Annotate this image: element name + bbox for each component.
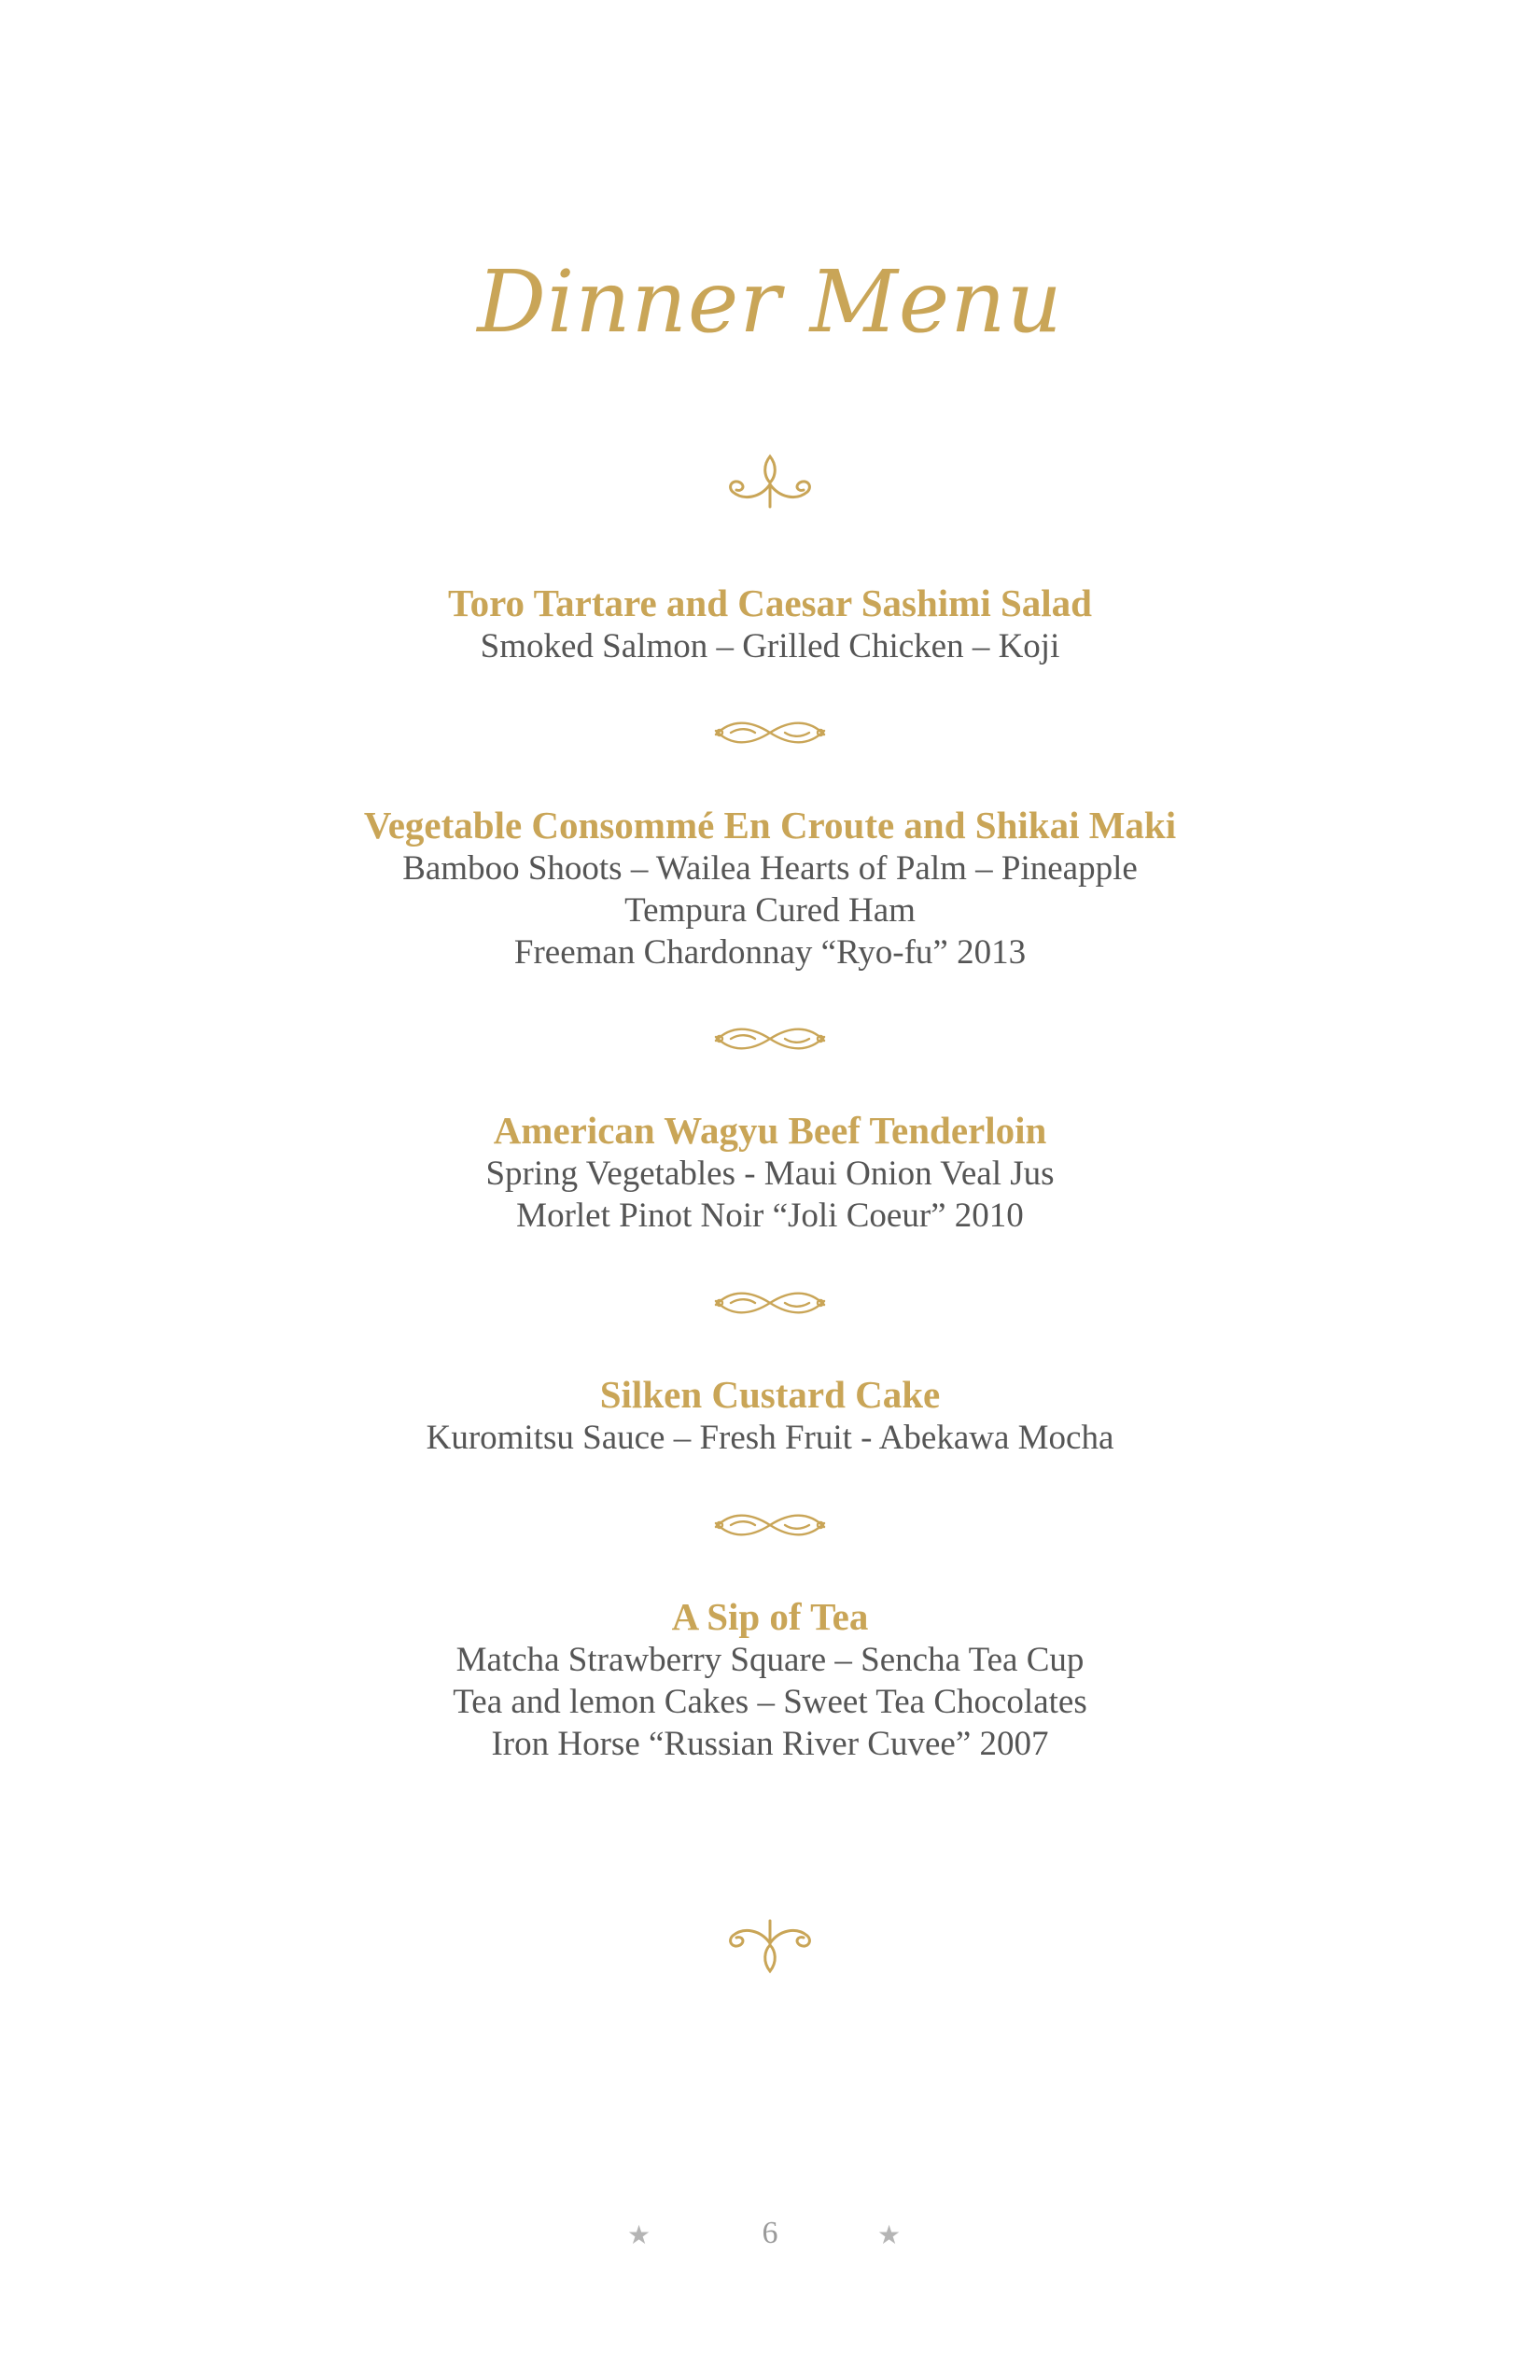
course-1 bbox=[0, 581, 1540, 667]
course-5 bbox=[0, 1594, 1540, 1765]
wine-pairing: Iron Horse “Russian River Cuvee” 2007 bbox=[491, 1725, 1049, 1763]
page-title: Dinner Menu bbox=[477, 252, 1063, 352]
wine-pairing: Freeman Chardonnay “Ryo-fu” 2013 bbox=[513, 933, 1027, 972]
fleur-ornament-top bbox=[0, 453, 1540, 517]
flourish-divider-2 bbox=[0, 1020, 1540, 1062]
flourish-divider-4 bbox=[0, 1506, 1540, 1548]
course-name: Silken Custard Cake bbox=[599, 1373, 941, 1416]
course-description: Smoked Salmon – Grilled Chicken – Koji bbox=[480, 627, 1060, 665]
fleur-ornament-bottom bbox=[0, 1915, 1540, 1980]
wine-pairing: Morlet Pinot Noir “Joli Coeur” 2010 bbox=[516, 1197, 1024, 1235]
course-2 bbox=[0, 803, 1540, 973]
star-icon: ★ bbox=[627, 2219, 651, 2250]
course-description: Matcha Strawberry Square – Sencha Tea Cup bbox=[455, 1641, 1085, 1679]
course-description: Tea and lemon Cakes – Sweet Tea Chocolates bbox=[453, 1683, 1087, 1721]
course-name: Vegetable Consommé En Croute and Shikai Maki bbox=[363, 804, 1177, 847]
course-description: Tempura Cured Ham bbox=[624, 891, 916, 930]
flourish-divider-3 bbox=[0, 1284, 1540, 1326]
page-number: 6 bbox=[762, 2216, 778, 2250]
course-description: Bamboo Shoots – Wailea Hearts of Palm – Pineapple bbox=[402, 849, 1138, 888]
course-3 bbox=[0, 1108, 1540, 1237]
course-description: Spring Vegetables - Maui Onion Veal Jus bbox=[485, 1155, 1055, 1193]
star-icon: ★ bbox=[877, 2219, 902, 2250]
course-name: A Sip of Tea bbox=[671, 1595, 869, 1638]
course-name: American Wagyu Beef Tenderloin bbox=[493, 1109, 1047, 1152]
course-name: Toro Tartare and Caesar Sashimi Salad bbox=[448, 581, 1092, 624]
course-description: Kuromitsu Sauce – Fresh Fruit - Abekawa Mocha bbox=[426, 1419, 1114, 1457]
course-4 bbox=[0, 1372, 1540, 1459]
flourish-divider-1 bbox=[0, 714, 1540, 756]
